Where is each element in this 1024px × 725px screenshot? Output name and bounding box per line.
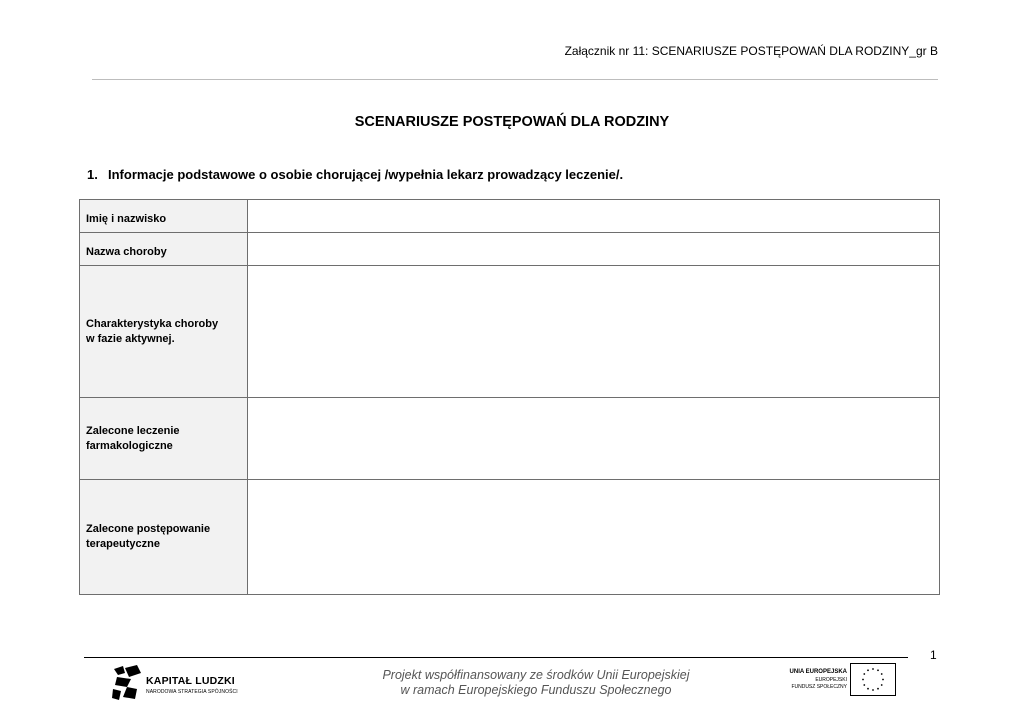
kapital-ludzki-logo [111, 663, 241, 703]
field-label-text: Imię i nazwisko [86, 212, 167, 225]
field-value-name[interactable] [248, 200, 940, 233]
page-number: 1 [930, 648, 937, 662]
funding-caption-line: w ramach Europejskiego Funduszu Społecznego [400, 683, 672, 697]
field-label-text: Zalecone postępowanie [86, 523, 211, 535]
eu-flag-icon [850, 663, 896, 696]
field-label-characteristics [80, 266, 248, 398]
field-label-text: terapeutyczne [86, 538, 160, 550]
field-label-text: Charakterystyka choroby [86, 317, 219, 330]
field-value-therapeutic[interactable] [248, 480, 940, 595]
field-label-text: w fazie aktywnej. [86, 332, 175, 345]
document-title: SCENARIUSZE POSTĘPOWAŃ DLA RODZINY [354, 114, 670, 130]
eu-logo-line: EUROPEJSKI [815, 677, 847, 683]
field-value-disease[interactable] [248, 233, 940, 266]
table-row [80, 398, 940, 480]
eu-logo-line: FUNDUSZ SPOŁECZNY [791, 684, 847, 690]
field-label-therapeutic [80, 480, 248, 595]
field-label-text: Nazwa choroby [86, 245, 167, 258]
table-row [80, 480, 940, 595]
funding-caption-line: Projekt współfinansowany ze środków Unii Europejskiej [382, 668, 690, 682]
field-value-pharmacological[interactable] [248, 398, 940, 480]
funding-caption [336, 668, 736, 698]
section-heading [87, 167, 623, 182]
table-row [80, 233, 940, 266]
kapital-ludzki-figure-icon [111, 665, 143, 701]
field-label-text: farmakologiczne [86, 439, 173, 452]
header-divider [92, 79, 938, 80]
table-row [80, 200, 940, 233]
field-label-text: Zalecone leczenie [86, 424, 180, 437]
patient-info-table [79, 199, 940, 595]
attachment-title: Załącznik nr 11: SCENARIUSZE POSTĘPOWAŃ DLA RODZINY_gr B [564, 44, 938, 58]
table-row [80, 266, 940, 398]
footer-divider [84, 657, 908, 658]
section-heading-text: Informacje podstawowe o osobie chorującej /wypełnia lekarz prowadzący leczenie/. [108, 167, 624, 182]
section-number: 1. [87, 167, 98, 182]
field-label-disease [80, 233, 248, 266]
eu-logo-line: UNIA EUROPEJSKA [789, 669, 847, 675]
field-label-pharmacological [80, 398, 248, 480]
logo-name: KAPITAŁ LUDZKI [146, 675, 235, 687]
field-label-name [80, 200, 248, 233]
logo-subtitle: NARODOWA STRATEGIA SPÓJNOŚCI [146, 689, 238, 695]
eu-logo [784, 663, 899, 697]
field-value-characteristics[interactable] [248, 266, 940, 398]
